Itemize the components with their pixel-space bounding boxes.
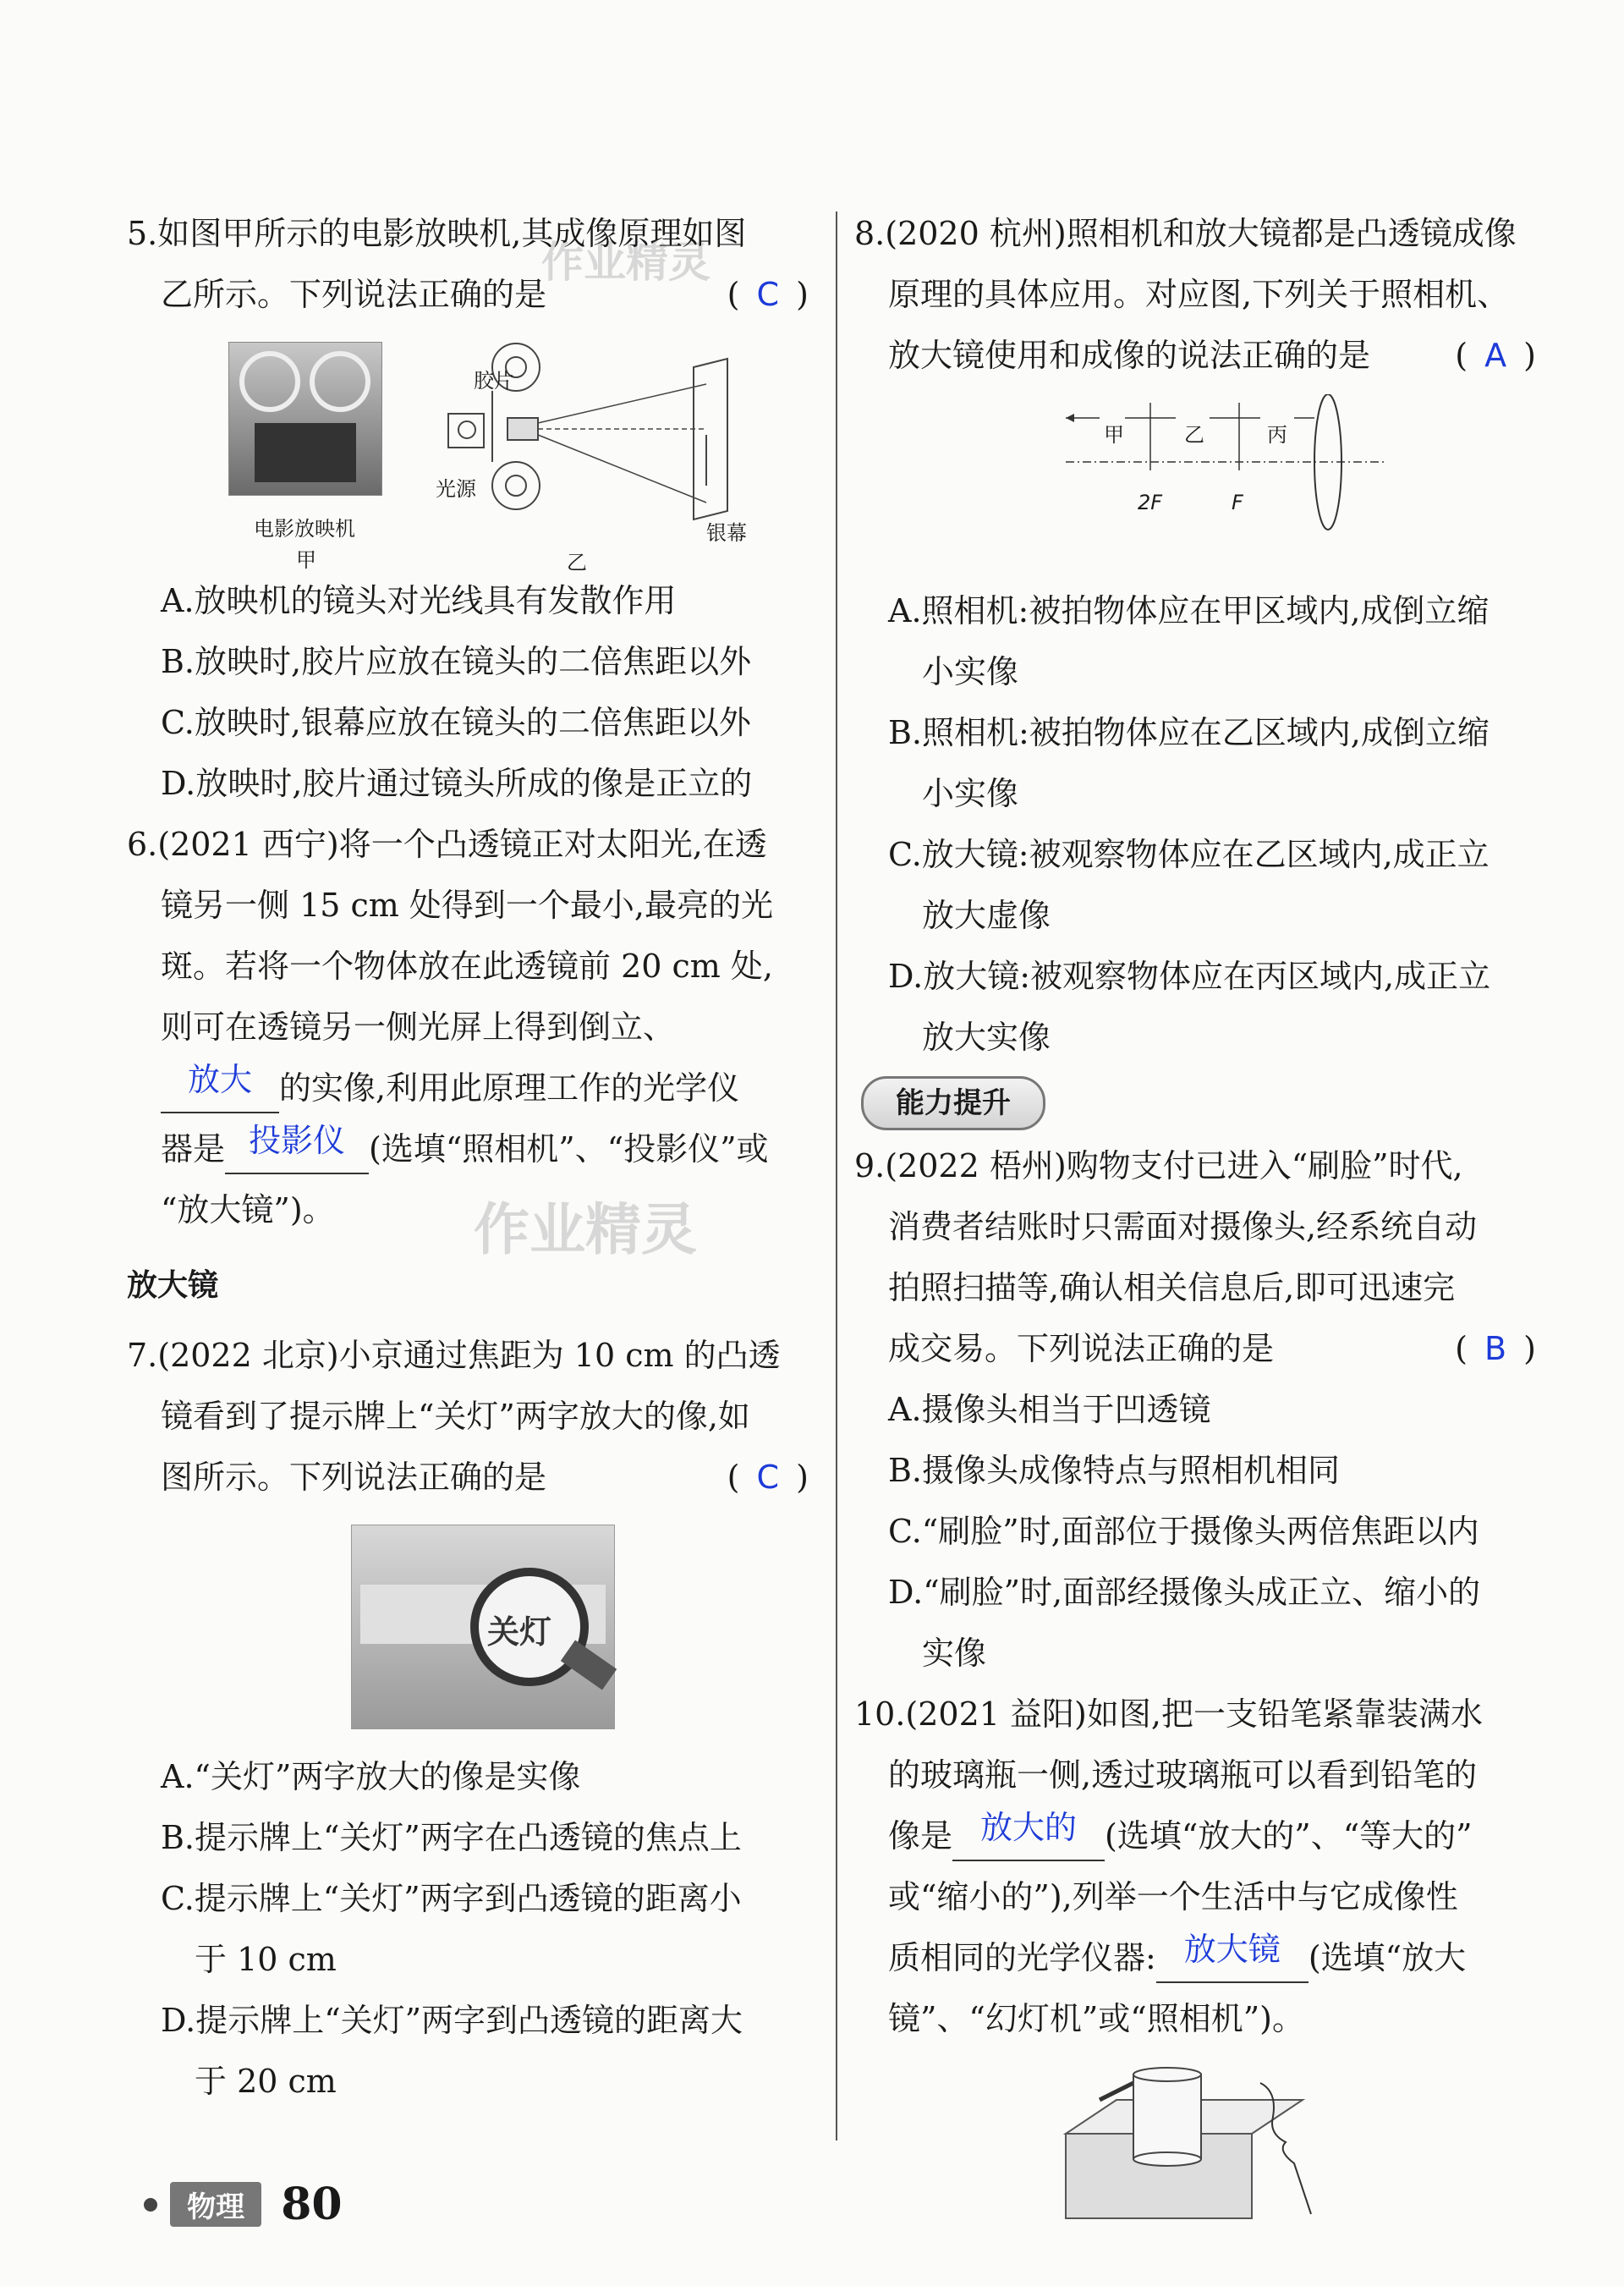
lens-region-diagram [1066, 394, 1404, 563]
subject-tag: 物理 [170, 2182, 261, 2227]
question-6-line: 6.(2021 西宁)将一个凸透镜正对太阳光,在透 [127, 826, 767, 863]
option: D.放大镜:被观察物体应在丙区域内,成正立 [888, 958, 1491, 995]
blank-answer: 放大的 [980, 1809, 1078, 1846]
answer-value: C [756, 1459, 783, 1496]
question-10-line: 10.(2021 益阳)如图,把一支铅笔紧靠装满水 [854, 1695, 1483, 1733]
film-label: 胶片 [474, 369, 514, 393]
projector-photo [228, 342, 382, 496]
question-6 [127, 814, 812, 1240]
question-6-line: 则可在透镜另一侧光屏上得到倒立、 [161, 1008, 676, 1046]
page-number: 80 [281, 2179, 343, 2230]
question-10 [854, 1684, 1539, 2235]
fill-blank [952, 1809, 1105, 1861]
question-8-line: 8.(2020 杭州)照相机和放大镜都是凸透镜成像 [854, 215, 1517, 252]
focal-2f-label: 2F [1138, 491, 1163, 514]
watermark: 作业精灵 [541, 238, 710, 287]
region-label-yi: 乙 [1184, 423, 1204, 447]
option-continued: 于 10 cm [195, 1941, 337, 1978]
answer-value: B [1484, 1330, 1511, 1367]
option-continued: 放大虚像 [922, 897, 1051, 934]
left-column [127, 203, 812, 2112]
option: D.提示牌上“关灯”两字到凸透镜的距离大 [161, 2002, 743, 2039]
question-9-line: 拍照扫描等,确认相关信息后,即可迅速完 [888, 1269, 1456, 1306]
region-label-jia: 甲 [1104, 423, 1124, 447]
page-footer [144, 2179, 343, 2230]
projector-diagram [414, 333, 753, 553]
option: B.摄像头成像特点与照相机相同 [888, 1452, 1341, 1489]
question-6-line: 斑。若将一个物体放在此透镜前 20 cm 处, [161, 948, 773, 985]
question-8-line: 放大镜使用和成像的说法正确的是 [888, 337, 1371, 374]
option: C.放大镜:被观察物体应在乙区域内,成正立 [888, 836, 1490, 873]
option: D.“刷脸”时,面部经摄像头成正立、缩小的 [888, 1574, 1481, 1611]
answer-paren: ( C ) [727, 276, 812, 313]
region-label-bing: 丙 [1267, 423, 1287, 447]
option: D.放映时,胶片通过镜头所成的像是正立的 [161, 765, 753, 802]
question-10-line: (选填“放大 [1308, 1939, 1467, 1976]
question-7-line: 图所示。下列说法正确的是 [161, 1459, 547, 1496]
answer-paren: ( B ) [1455, 1330, 1539, 1367]
figure-label-yi: 乙 [567, 551, 587, 574]
option: A.放映机的镜头对光线具有发散作用 [161, 582, 677, 619]
question-10-line: 像是 [888, 1817, 953, 1855]
projector-figure [228, 333, 753, 574]
question-7-line: 7.(2022 北京)小京通过焦距为 10 cm 的凸透 [127, 1337, 781, 1374]
column-divider [836, 212, 837, 2140]
question-7 [127, 1325, 812, 2112]
sign-text: 关灯 [487, 1613, 552, 1651]
focal-f-label: F [1232, 491, 1243, 514]
screen-label: 银幕 [706, 521, 747, 545]
section-badge: 能力提升 [861, 1076, 1045, 1130]
question-6-line: 器是 [161, 1130, 226, 1168]
question-9 [854, 1135, 1539, 1684]
question-6-line: “放大镜”)。 [161, 1191, 335, 1228]
answer-value: C [756, 276, 783, 313]
option: A.照相机:被拍物体应在甲区域内,成倒立缩 [888, 592, 1490, 629]
question-6-line: (选填“照相机”、“投影仪”或 [369, 1130, 769, 1168]
question-10-line: 镜”、“幻灯机”或“照相机”)。 [888, 2000, 1304, 2037]
option-continued: 小实像 [922, 775, 1019, 812]
blank-answer: 放大 [187, 1061, 252, 1098]
footer-dot-icon [144, 2198, 157, 2212]
option: B.提示牌上“关灯”两字在凸透镜的焦点上 [161, 1819, 742, 1856]
fill-blank [1156, 1931, 1309, 1983]
watermark: 作业精灵 [474, 1197, 697, 1262]
question-9-line: 成交易。下列说法正确的是 [888, 1330, 1275, 1367]
question-7-line: 镜看到了提示牌上“关灯”两字放大的像,如 [161, 1398, 750, 1435]
question-5-stem: 乙所示。下列说法正确的是 [161, 276, 547, 313]
question-5-stem: 5.如图甲所示的电影放映机,其成像原理如图 [127, 215, 747, 252]
question-8-line: 原理的具体应用。对应图,下列关于照相机、 [888, 276, 1510, 313]
option: C.“刷脸”时,面部位于摄像头两倍焦距以内 [888, 1513, 1479, 1550]
option-continued: 于 20 cm [195, 2063, 337, 2100]
option-continued: 小实像 [922, 653, 1019, 690]
question-8 [854, 203, 1539, 1068]
answer-value: A [1484, 337, 1511, 374]
fill-blank [225, 1122, 369, 1174]
bottle-pencil-figure [1049, 2066, 1320, 2235]
option: C.放映时,银幕应放在镜头的二倍焦距以外 [161, 704, 751, 741]
option: A.摄像头相当于凹透镜 [888, 1391, 1211, 1428]
magnifier-photo [351, 1525, 615, 1729]
answer-paren: ( A ) [1455, 337, 1539, 374]
option: B.照相机:被拍物体应在乙区域内,成倒立缩 [888, 714, 1490, 751]
option: B.放映时,胶片应放在镜头的二倍焦距以外 [161, 643, 752, 680]
option: C.提示牌上“关灯”两字到凸透镜的距离小 [161, 1880, 742, 1917]
question-5 [127, 203, 812, 814]
light-source-label: 光源 [436, 477, 476, 501]
right-column [854, 203, 1539, 2235]
question-6-line: 的实像,利用此原理工作的光学仪 [279, 1069, 740, 1107]
question-10-line: 质相同的光学仪器: [888, 1939, 1156, 1976]
option-continued: 放大实像 [922, 1019, 1051, 1056]
option-continued: 实像 [922, 1635, 987, 1672]
fill-blank [161, 1061, 279, 1113]
question-9-line: 9.(2022 梧州)购物支付已进入“刷脸”时代, [854, 1147, 1463, 1184]
projector-caption: 电影放映机 [254, 517, 355, 541]
question-6-line: 镜另一侧 15 cm 处得到一个最小,最亮的光 [161, 887, 773, 924]
blank-answer: 放大镜 [1183, 1931, 1281, 1968]
question-9-line: 消费者结账时只需面对摄像头,经系统自动 [888, 1208, 1478, 1245]
answer-paren: ( C ) [727, 1459, 812, 1496]
question-10-line: 的玻璃瓶一侧,透过玻璃瓶可以看到铅笔的 [888, 1756, 1478, 1794]
section-title: 放大镜 [127, 1268, 219, 1303]
figure-label-jia: 甲 [296, 548, 316, 572]
question-10-line: (选填“放大的”、“等大的” [1105, 1817, 1473, 1855]
question-10-line: 或“缩小的”),列举一个生活中与它成像性 [888, 1878, 1458, 1915]
blank-answer: 投影仪 [249, 1122, 346, 1159]
option: A.“关灯”两字放大的像是实像 [161, 1758, 581, 1795]
